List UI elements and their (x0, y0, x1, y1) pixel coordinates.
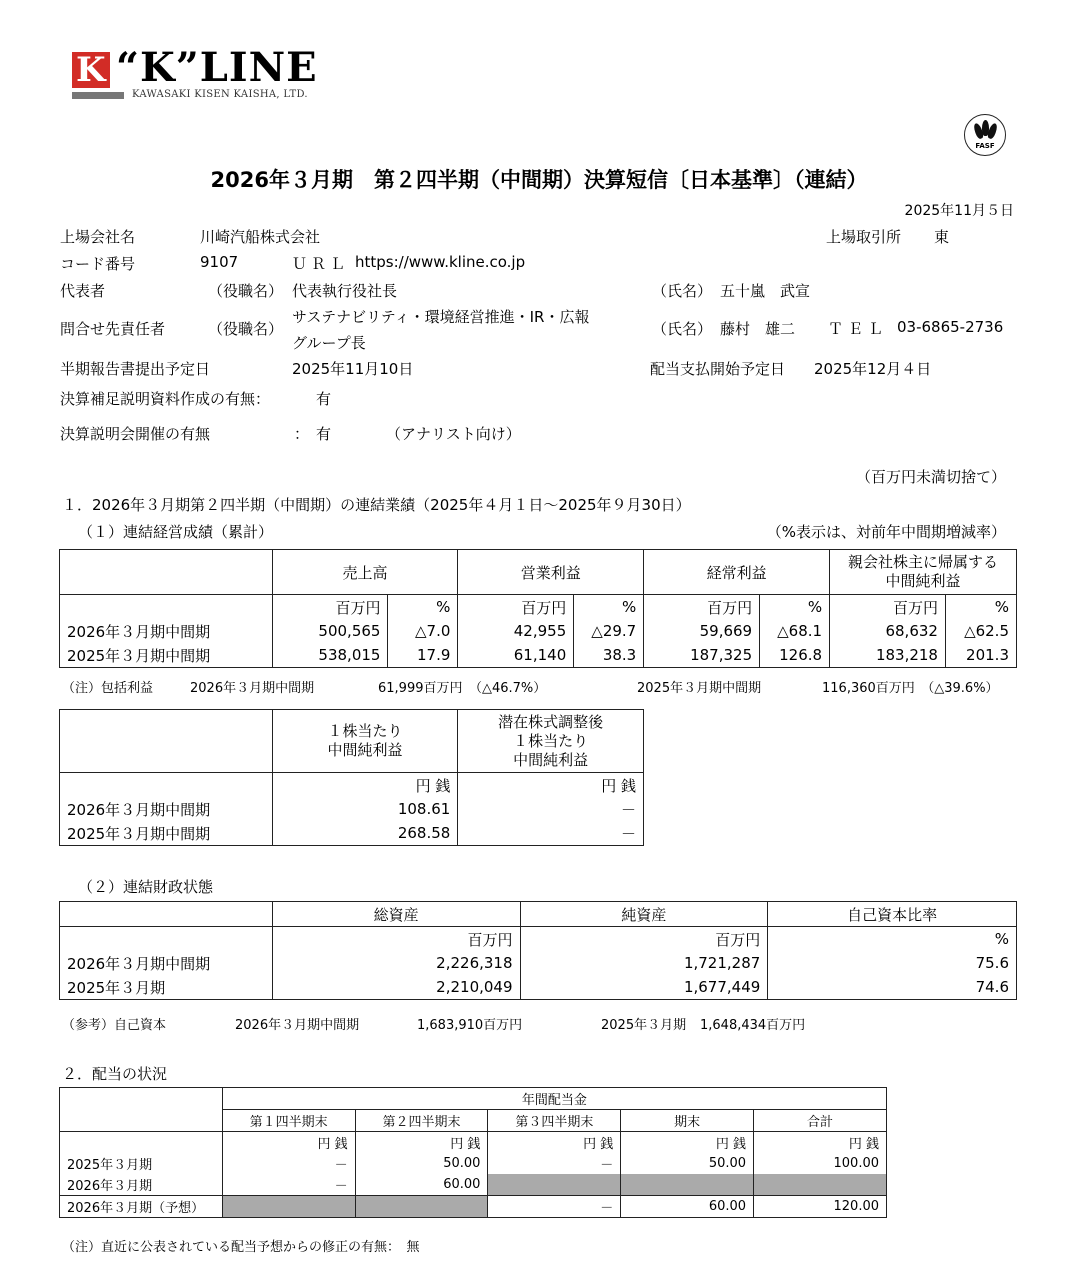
cell: 59,669 (644, 619, 760, 643)
supp-value: 有 (316, 390, 332, 408)
logo-company-en: KAWASAKI KISEN KAISHA, LTD. (132, 89, 308, 100)
cell-shaded (754, 1174, 887, 1196)
row-label: 2026年３月期 (60, 1174, 223, 1196)
contact-label: 問合せ先責任者 (60, 320, 166, 338)
rounding-note: （百万円未満切捨て） (855, 468, 1006, 486)
unit-pct: % (760, 595, 830, 620)
code-value: 9107 (200, 253, 239, 271)
logo-text: “K”LINE (116, 44, 318, 91)
rep-title-label: （役職名） (208, 282, 284, 300)
cell: － (222, 1174, 355, 1196)
row-label: 2026年３月期中間期 (60, 619, 273, 643)
header-equity-ratio: 自己資本比率 (768, 902, 1017, 927)
table-row (60, 1174, 887, 1196)
table-row (60, 619, 1017, 643)
table-row (60, 643, 1017, 668)
results-subtitle: （１）連結経営成績（累計） (78, 523, 274, 541)
url-link[interactable]: https://www.kline.co.jp (355, 253, 526, 271)
cell-shaded (222, 1196, 355, 1218)
header-q1: 第１四半期末 (222, 1110, 355, 1132)
row-label: 2025年３月期 (60, 1153, 223, 1174)
eps-table (59, 709, 644, 846)
unit-yen: 円 銭 (272, 773, 458, 798)
cell-shaded (488, 1174, 621, 1196)
header-year-end: 期末 (621, 1110, 754, 1132)
dividend-revision-note: （注）直近に公表されている配当予想からの修正の有無： 無 (62, 1240, 420, 1255)
cell: 108.61 (272, 797, 458, 821)
table-row (60, 975, 1017, 1000)
equity-note-value2: 1,648,434百万円 (700, 1018, 806, 1033)
unit: 百万円 (520, 927, 768, 952)
cell: 120.00 (754, 1196, 887, 1218)
url-label: ＵＲＬ (292, 255, 350, 273)
unit-yen: 円 銭 (754, 1132, 887, 1154)
meeting-label: 決算説明会開催の有無 (60, 425, 211, 443)
cell: 500,565 (272, 619, 388, 643)
cell: △68.1 (760, 619, 830, 643)
cell: 61,140 (458, 643, 574, 668)
cell: △29.7 (574, 619, 644, 643)
cell: 126.8 (760, 643, 830, 668)
comprehensive-income-value1: 61,999百万円 （△46.7%） (378, 681, 547, 696)
unit-yen: 円 銭 (222, 1132, 355, 1154)
tel-label: ＴＥＬ (828, 320, 889, 338)
row-label: 2026年３月期中間期 (60, 951, 273, 975)
fasf-seal-icon: FASF (964, 114, 1006, 156)
contact-title-label: （役職名） (208, 320, 284, 338)
unit-amount: 百万円 (458, 595, 574, 620)
financial-table (59, 901, 1017, 1000)
cell: 75.6 (768, 951, 1017, 975)
cell: － (222, 1153, 355, 1174)
cell-shaded (355, 1196, 488, 1218)
report-label: 半期報告書提出予定日 (60, 360, 211, 378)
logo-gray-bar (72, 92, 124, 99)
cell: 74.6 (768, 975, 1017, 1000)
results-pct-note: （%表示は、対前年中間期増減率） (766, 523, 1006, 541)
company-label: 上場会社名 (60, 228, 136, 246)
results-header-blank (60, 550, 273, 595)
unit-pct: % (574, 595, 644, 620)
header-diluted-eps: 潜在株式調整後 １株当たり 中間純利益 (458, 710, 644, 773)
contact-title-line2: グループ長 (292, 334, 366, 352)
financial-subtitle: （２）連結財政状態 (78, 878, 214, 896)
code-label: コード番号 (60, 255, 136, 273)
company-logo (72, 44, 318, 106)
exchange-value: 東 (934, 228, 950, 246)
equity-note-period2: 2025年３月期 (601, 1018, 687, 1033)
meeting-value: 有 (316, 425, 332, 443)
row-label: 2026年３月期（予想） (60, 1196, 223, 1218)
unit-yen: 円 銭 (355, 1132, 488, 1154)
table-row (60, 1196, 887, 1218)
header-eps: １株当たり 中間純利益 (272, 710, 458, 773)
contact-name: 藤村 雄二 (720, 320, 796, 338)
unit-pct: % (945, 595, 1016, 620)
section2-title: ２．配当の状況 (62, 1065, 168, 1083)
table-row (60, 951, 1017, 975)
cell: 42,955 (458, 619, 574, 643)
header-net-assets: 純資産 (520, 902, 768, 927)
header-annual-dividend: 年間配当金 (222, 1088, 886, 1110)
company-name: 川崎汽船株式会社 (200, 228, 321, 246)
header-operating-profit: 営業利益 (458, 550, 644, 595)
report-date: 2025年11月５日 (904, 203, 1014, 219)
header-total-assets: 総資産 (272, 902, 520, 927)
tel-value: 03-6865-2736 (897, 318, 1004, 336)
header-total: 合計 (754, 1110, 887, 1132)
contact-title-line1: サステナビリティ・環境経営推進・IR・広報 (292, 308, 590, 326)
cell: 183,218 (830, 643, 946, 668)
row-label: 2026年３月期中間期 (60, 797, 273, 821)
meeting-note: （アナリスト向け） (386, 425, 521, 443)
cell: 100.00 (754, 1153, 887, 1174)
unit-yen: 円 銭 (488, 1132, 621, 1154)
cell: 17.9 (388, 643, 458, 668)
report-date-value: 2025年11月10日 (292, 360, 414, 378)
comprehensive-income-period1: 2026年３月期中間期 (190, 681, 315, 696)
table-row (60, 797, 644, 821)
cell: 187,325 (644, 643, 760, 668)
cell: 538,015 (272, 643, 388, 668)
cell: 1,677,449 (520, 975, 768, 1000)
equity-note-label: （参考）自己資本 (62, 1018, 167, 1033)
cell: － (488, 1196, 621, 1218)
comprehensive-income-value2: 116,360百万円 （△39.6%） (822, 681, 999, 696)
unit: 百万円 (272, 927, 520, 952)
logo-red-box: K (72, 52, 110, 88)
document-title: 2026年３月期 第２四半期（中間期）決算短信〔日本基準〕（連結） (210, 168, 868, 192)
dividend-start-label: 配当支払開始予定日 (650, 360, 786, 378)
cell: 68,632 (830, 619, 946, 643)
cell: 60.00 (355, 1174, 488, 1196)
unit-amount: 百万円 (830, 595, 946, 620)
comprehensive-income-label: （注）包括利益 (62, 681, 154, 696)
unit-pct: % (388, 595, 458, 620)
rep-name: 五十嵐 武宣 (720, 282, 811, 300)
contact-name-label: （氏名） (652, 320, 713, 338)
cell: 2,210,049 (272, 975, 520, 1000)
supp-label: 決算補足説明資料作成の有無： (60, 390, 271, 408)
cell: △62.5 (945, 619, 1016, 643)
section1-title: １．2026年３月期第２四半期（中間期）の連結業績（2025年４月１日～2025年９月30日） (62, 496, 691, 514)
cell: 50.00 (355, 1153, 488, 1174)
exchange-label: 上場取引所 (826, 228, 902, 246)
cell: － (458, 797, 644, 821)
unit-yen: 円 銭 (458, 773, 644, 798)
cell: △7.0 (388, 619, 458, 643)
results-table (59, 549, 1017, 668)
unit: % (768, 927, 1017, 952)
dividend-start-date: 2025年12月４日 (814, 360, 932, 378)
cell: 2,226,318 (272, 951, 520, 975)
equity-note-value1: 1,683,910百万円 (417, 1018, 523, 1033)
table-row (60, 1153, 887, 1174)
header-q2: 第２四半期末 (355, 1110, 488, 1132)
cell: 1,721,287 (520, 951, 768, 975)
header-q3: 第３四半期末 (488, 1110, 621, 1132)
header-sales: 売上高 (272, 550, 458, 595)
unit-amount: 百万円 (272, 595, 388, 620)
unit-amount: 百万円 (644, 595, 760, 620)
rep-name-label: （氏名） (652, 282, 713, 300)
cell: 268.58 (272, 821, 458, 846)
row-label: 2025年３月期中間期 (60, 821, 273, 846)
cell: 50.00 (621, 1153, 754, 1174)
unit-yen: 円 銭 (621, 1132, 754, 1154)
row-label: 2025年３月期中間期 (60, 643, 273, 668)
row-label: 2025年３月期 (60, 975, 273, 1000)
cell: 38.3 (574, 643, 644, 668)
comprehensive-income-period2: 2025年３月期中間期 (637, 681, 762, 696)
cell: － (488, 1153, 621, 1174)
cell: 201.3 (945, 643, 1016, 668)
equity-note-period1: 2026年３月期中間期 (235, 1018, 360, 1033)
header-ordinary-profit: 経常利益 (644, 550, 830, 595)
table-row (60, 821, 644, 846)
rep-title: 代表執行役社長 (292, 282, 398, 300)
rep-label: 代表者 (60, 282, 106, 300)
cell-shaded (621, 1174, 754, 1196)
meeting-colon: ： (294, 425, 310, 443)
dividends-table (59, 1087, 887, 1218)
cell: 60.00 (621, 1196, 754, 1218)
cell: － (458, 821, 644, 846)
header-net-income: 親会社株主に帰属する 中間純利益 (830, 550, 1017, 595)
